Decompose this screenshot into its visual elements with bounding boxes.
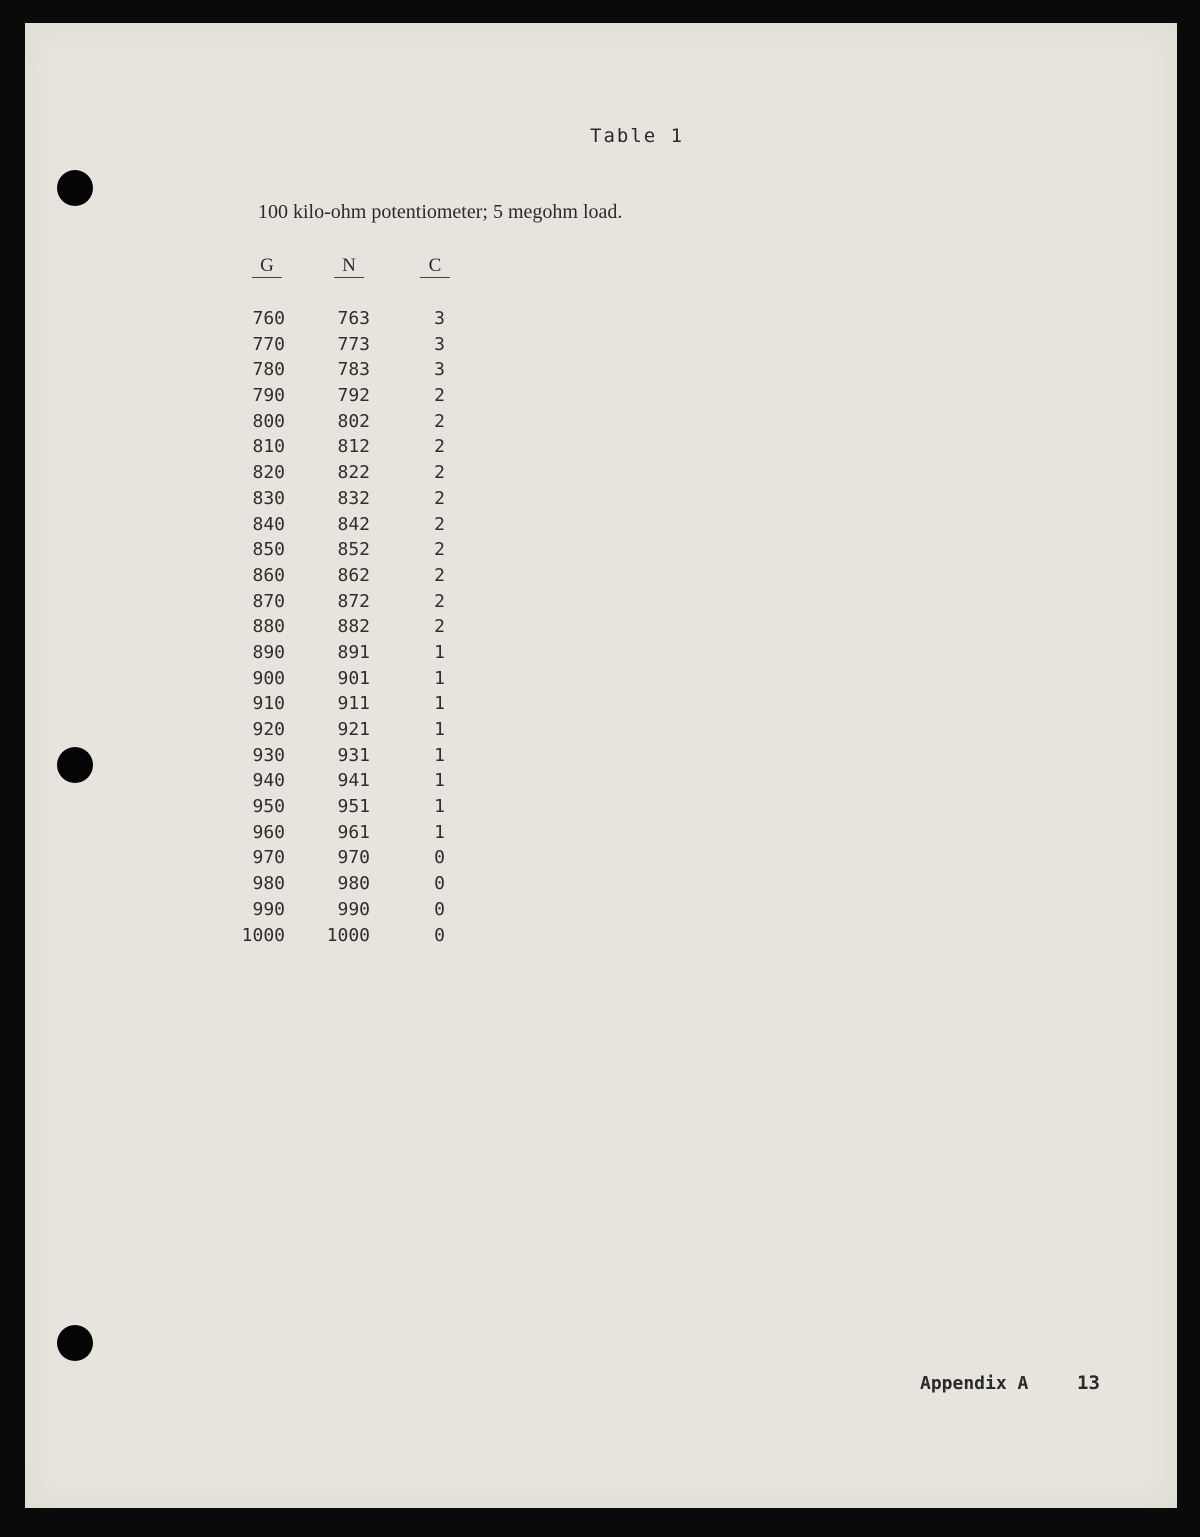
table-cell-n: 882 xyxy=(337,616,370,638)
table-cell-c: 1 xyxy=(434,667,445,689)
table-cell-c: 2 xyxy=(434,539,445,561)
table-cell-n: 852 xyxy=(337,539,370,561)
table-cell-n: 951 xyxy=(337,796,370,818)
table-cell-c: 1 xyxy=(434,641,445,663)
table-cell-n: 961 xyxy=(337,821,370,843)
table-cell-n: 872 xyxy=(337,590,370,612)
table-cell-g: 950 xyxy=(252,796,285,818)
table-cell-n: 842 xyxy=(337,513,370,535)
table-cell-n: 901 xyxy=(337,667,370,689)
table-cell-c: 3 xyxy=(434,308,445,329)
table-cell-g: 840 xyxy=(252,513,285,535)
table-cell-g: 990 xyxy=(252,898,285,920)
footer-appendix-label: Appendix A xyxy=(920,1373,1029,1394)
table-cell-n: 911 xyxy=(337,693,370,715)
table-cell-g: 780 xyxy=(252,359,285,381)
table-cell-n: 941 xyxy=(337,770,370,792)
table-caption: 100 kilo-ohm potentiometer; 5 megohm load. xyxy=(258,201,623,223)
table-cell-n: 980 xyxy=(337,873,370,895)
table-cell-c: 1 xyxy=(434,719,445,740)
punch-hole xyxy=(57,747,93,783)
table-cell-n: 1000 xyxy=(326,924,370,946)
table-cell-g: 790 xyxy=(252,385,285,407)
document-page xyxy=(25,23,1177,1508)
punch-hole xyxy=(57,1325,93,1361)
punch-hole xyxy=(57,170,93,206)
table-cell-n: 802 xyxy=(337,410,370,432)
table-cell-g: 830 xyxy=(252,487,285,509)
table-cell-g: 880 xyxy=(252,616,285,638)
table-cell-g: 920 xyxy=(252,719,285,740)
table-cell-g: 960 xyxy=(252,821,285,843)
table-cell-c: 2 xyxy=(434,564,445,586)
table-cell-c: 2 xyxy=(434,487,445,509)
table-cell-n: 812 xyxy=(337,436,370,458)
table-cell-c: 1 xyxy=(434,693,445,715)
table-cell-c: 2 xyxy=(434,436,445,458)
table-cell-n: 763 xyxy=(337,308,370,329)
table-cell-n: 970 xyxy=(337,847,370,869)
table-cell-n: 862 xyxy=(337,564,370,586)
table-cell-n: 931 xyxy=(337,744,370,766)
table-cell-c: 1 xyxy=(434,770,445,792)
table-cell-c: 1 xyxy=(434,796,445,818)
table-cell-c: 2 xyxy=(434,513,445,535)
table-cell-c: 1 xyxy=(434,821,445,843)
table-cell-n: 783 xyxy=(337,359,370,381)
table-cell-g: 890 xyxy=(252,641,285,663)
table-cell-g: 970 xyxy=(252,847,285,869)
table-cell-g: 1000 xyxy=(241,924,285,946)
table-cell-g: 860 xyxy=(252,564,285,586)
table-cell-g: 760 xyxy=(252,308,285,329)
table-cell-g: 800 xyxy=(252,410,285,432)
table-cell-g: 820 xyxy=(252,462,285,484)
table-cell-g: 900 xyxy=(252,667,285,689)
table-cell-g: 770 xyxy=(252,333,285,355)
table-cell-n: 822 xyxy=(337,462,370,484)
table-cell-c: 2 xyxy=(434,616,445,638)
column-header-g: G xyxy=(252,255,282,278)
table-cell-n: 921 xyxy=(337,719,370,740)
table-cell-c: 2 xyxy=(434,462,445,484)
table-cell-c: 0 xyxy=(434,898,445,920)
table-cell-c: 1 xyxy=(434,744,445,766)
page-number: 13 xyxy=(1077,1372,1100,1394)
table-cell-n: 773 xyxy=(337,333,370,355)
table-cell-g: 810 xyxy=(252,436,285,458)
table-title: Table 1 xyxy=(590,125,685,147)
table-cell-n: 990 xyxy=(337,898,370,920)
table-cell-g: 870 xyxy=(252,590,285,612)
table-cell-g: 930 xyxy=(252,744,285,766)
table-cell-c: 0 xyxy=(434,873,445,895)
column-header-n: N xyxy=(334,255,364,278)
table-cell-n: 792 xyxy=(337,385,370,407)
table-cell-n: 832 xyxy=(337,487,370,509)
table-cell-c: 0 xyxy=(434,924,445,946)
table-cell-g: 980 xyxy=(252,873,285,895)
table-cell-c: 3 xyxy=(434,333,445,355)
table-cell-c: 2 xyxy=(434,385,445,407)
table-cell-g: 850 xyxy=(252,539,285,561)
table-cell-c: 0 xyxy=(434,847,445,869)
table-cell-g: 910 xyxy=(252,693,285,715)
column-header-c: C xyxy=(420,255,450,278)
table-cell-c: 2 xyxy=(434,410,445,432)
table-cell-g: 940 xyxy=(252,770,285,792)
table-cell-n: 891 xyxy=(337,641,370,663)
table-cell-c: 2 xyxy=(434,590,445,612)
table-cell-c: 3 xyxy=(434,359,445,381)
